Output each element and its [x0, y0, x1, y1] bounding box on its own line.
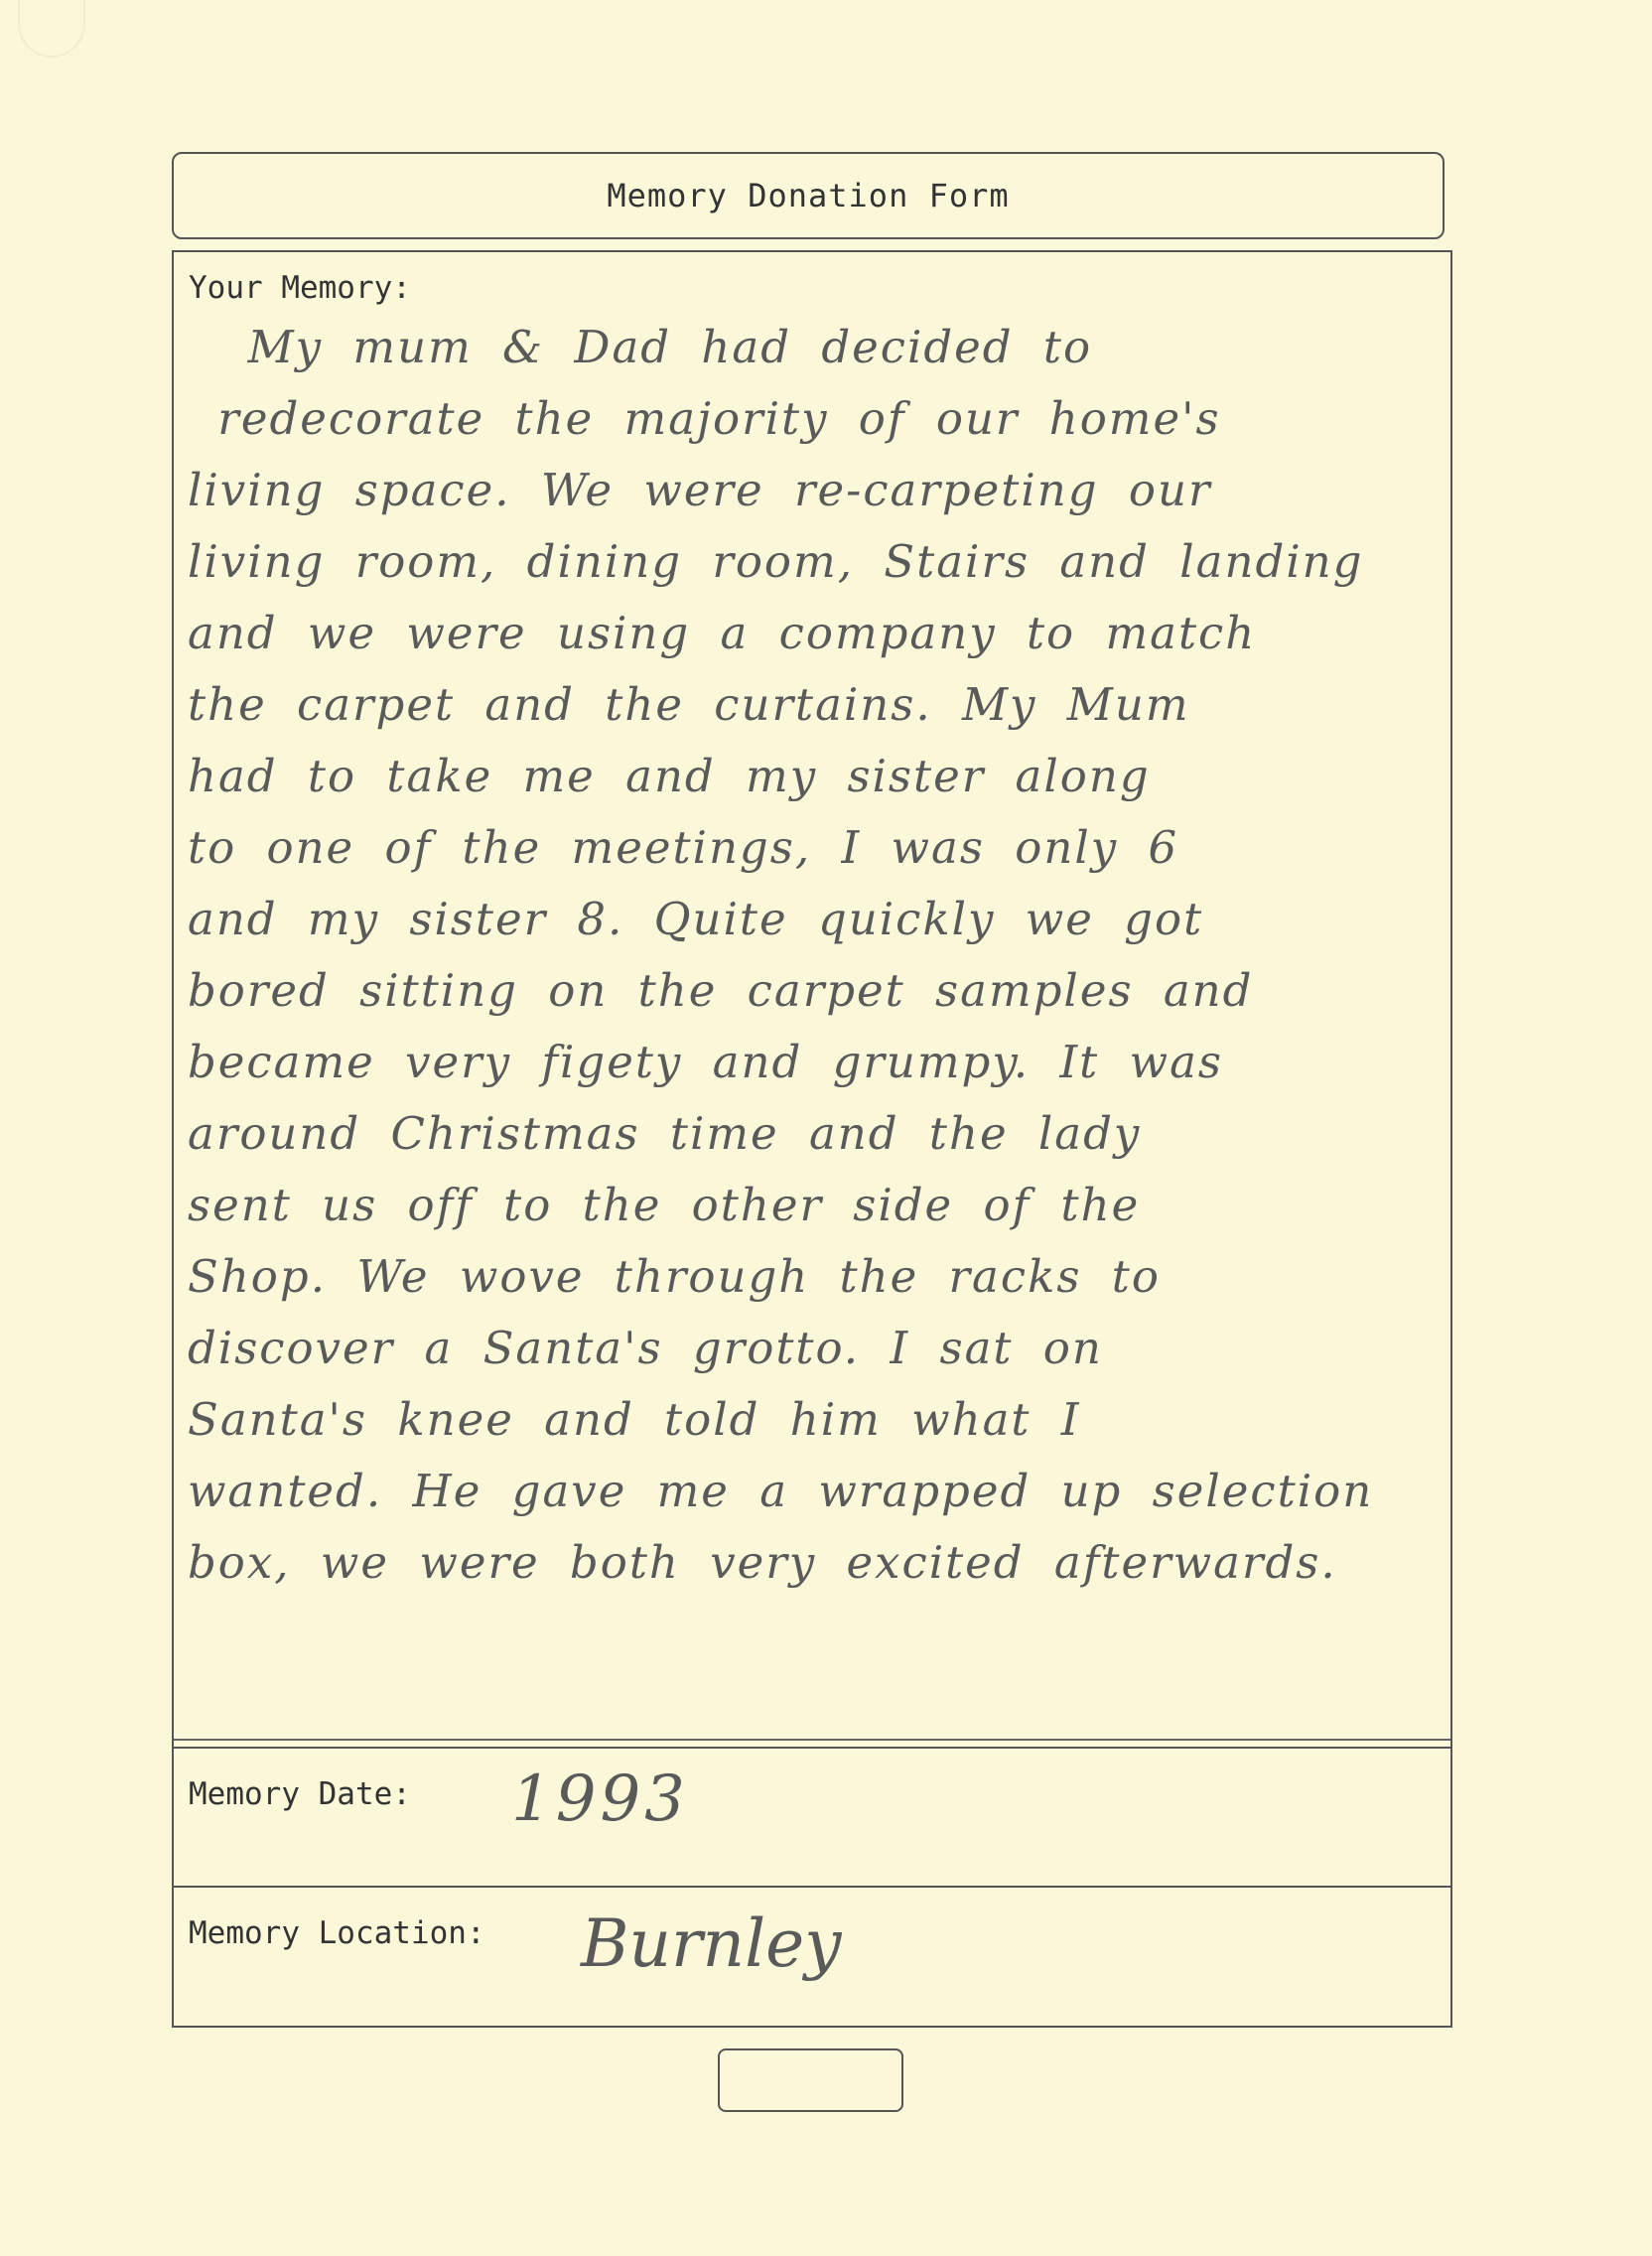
section-divider — [174, 1739, 1450, 1741]
memory-text[interactable]: My mum & Dad had decided to redecorate the majority of our home's living space. We were re-carpeting our living room, dining room, Stairs and landing and we were using a company to match the carpet and the curtains. My Mum had to take me and my sister along to one of the meetings, I was only 6 and my sister 8. Quite quickly we got bored sitting on the carpet samples and became very figety and grumpy. It was around Christmas time and the lady sent us off to the other side of the Shop. We wove through the racks to discover a Santa's grotto. I sat on Santa's knee and told him what I wanted. He gave me a wrapped up selection box, we were both very excited afterwards. — [188, 321, 1374, 1589]
location-value[interactable]: Burnley — [581, 1905, 842, 1982]
corner-mark — [18, 0, 85, 58]
memory-form — [172, 250, 1452, 2028]
memory-label: Your Memory: — [189, 270, 411, 306]
date-section — [174, 1747, 1450, 1886]
location-label: Memory Location: — [189, 1915, 485, 1951]
date-label: Memory Date: — [189, 1776, 411, 1812]
date-value[interactable]: 1993 — [511, 1762, 689, 1836]
form-title-box — [172, 152, 1445, 239]
submit-button[interactable] — [718, 2048, 903, 2112]
location-section — [174, 1886, 1450, 2026]
form-title: Memory Donation Form — [607, 177, 1010, 214]
memory-section — [174, 252, 1450, 1747]
